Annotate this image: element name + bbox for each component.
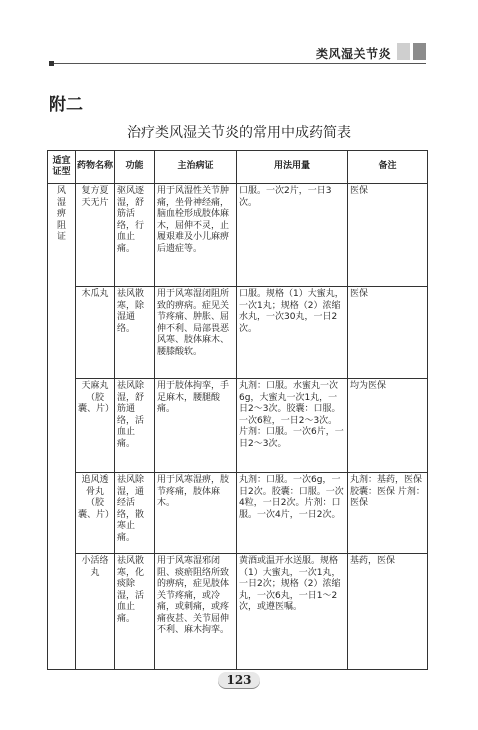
table-row [48, 287, 428, 379]
col-header-syndrome: 适宜证型 [48, 151, 76, 184]
header-decor-light [397, 43, 410, 60]
drug-indication: 用于风寒湿闭阻所致的痹病。症见关节疼痛、肿胀、屈伸不利、局部畏恶风寒、肢体麻木、腰膝酸软。 [155, 287, 237, 379]
col-header-usage: 用法用量 [237, 151, 348, 184]
drug-note: 均为医保 [348, 379, 428, 473]
table-row [48, 184, 428, 287]
syndrome-category-cell [48, 184, 76, 670]
page-number-container [0, 669, 478, 688]
drug-indication: 用于风寒湿邪闭阻、痰瘀阻络所致的痹病，症见肢体关节疼痛，或冷痛，或刺痛，或疼痛夜甚、关节屈伸不利、麻木拘挛。 [155, 554, 237, 670]
drug-indication: 用于风湿性关节肿痛，坐骨神经痛，脑血栓形成肢体麻木，屈伸不灵，止履艰难及小儿麻痹后遗症等。 [155, 184, 237, 287]
drug-indication: 用于肢体拘挛，手足麻木，腰腿酸痛。 [155, 379, 237, 473]
col-header-note: 备注 [348, 151, 428, 184]
drug-note: 丸剂：基药，医保 胶囊：医保 片剂：医保 [348, 473, 428, 554]
drug-note: 医保 [348, 184, 428, 287]
drug-function: 祛风散寒，除湿通络。 [115, 287, 155, 379]
drug-name: 天麻丸（胶囊、片） [76, 379, 115, 473]
table-row [48, 379, 428, 473]
drug-name: 追风透骨丸（胶囊、片） [76, 473, 115, 554]
drug-function: 祛风除湿，通经活络，散寒止痛。 [115, 473, 155, 554]
col-header-drug-name: 药物名称 [76, 151, 115, 184]
table-row [48, 473, 428, 554]
drug-name: 小活络丸 [76, 554, 115, 670]
drug-usage: 口服。规格（1）大蜜丸，一次1丸；规格（2）浓缩水丸，一次30丸，一日2次。 [237, 287, 348, 379]
drug-function: 祛风散寒，化痰除湿，活血止痛。 [115, 554, 155, 670]
drug-indication: 用于风寒湿痹，肢节疼痛，肢体麻木。 [155, 473, 237, 554]
header-decor-dark [413, 43, 426, 60]
table-title: 治疗类风湿关节炎的常用中成药简表 [127, 125, 351, 141]
running-header-title: 类风湿关节炎 [316, 47, 392, 61]
drug-usage: 黄酒或温开水送服。规格（1）大蜜丸，一次1丸，一日2次；规格（2）浓缩丸，一次6丸，一日1～2次，或遵医嘱。 [237, 554, 348, 670]
drug-usage: 丸剂：口服。水蜜丸一次6g，大蜜丸一次1丸，一日2～3次。胶囊：口服。一次6粒，一日2～3次。片剂：口服。一次6片，一日2～3次。 [237, 379, 348, 473]
drug-function: 驱风逐湿，舒筋活络，行血止痛。 [115, 184, 155, 287]
col-header-function: 功能 [115, 151, 155, 184]
page-number: 123 [218, 672, 259, 688]
drug-note: 基药，医保 [348, 554, 428, 670]
col-header-indication: 主治病证 [155, 151, 237, 184]
drug-table [47, 150, 428, 670]
drug-function: 祛风除湿，舒筋通络，活血止痛。 [115, 379, 155, 473]
drug-note: 医保 [348, 287, 428, 379]
drug-name: 木瓜丸 [76, 287, 115, 379]
drug-usage: 丸剂：口服。一次6g，一日2次。胶囊：口服。一次4粒，一日2次。片剂：口服。一次4片，一日2次。 [237, 473, 348, 554]
appendix-label: 附二 [49, 95, 83, 115]
drug-name: 复方夏天无片 [76, 184, 115, 287]
table-row [48, 554, 428, 670]
header-rule [54, 63, 426, 64]
drug-usage: 口服。一次2片，一日3次。 [237, 184, 348, 287]
syndrome-category: 风湿痹阻证 [56, 186, 66, 242]
table-header-row [48, 151, 428, 184]
